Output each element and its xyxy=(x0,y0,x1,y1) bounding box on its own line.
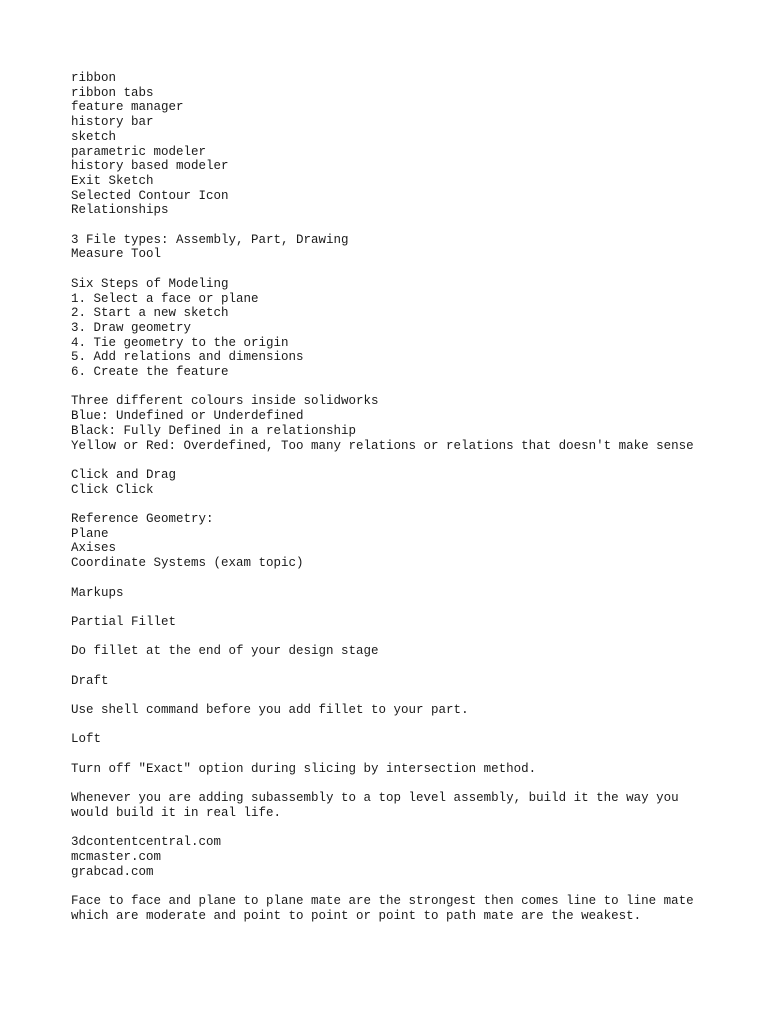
blank-line xyxy=(71,380,751,395)
text-line: 5. Add relations and dimensions xyxy=(71,350,304,365)
paragraph xyxy=(71,233,751,262)
blank-line xyxy=(71,777,751,792)
paragraph xyxy=(71,703,751,718)
text-line: 2. Start a new sketch xyxy=(71,306,229,321)
text-line: parametric modeler xyxy=(71,144,207,159)
text-line: Yellow or Red: Overdefined, Too many relations or relations that doesn't make sense xyxy=(71,438,694,453)
text-line: Relationships xyxy=(71,203,169,218)
text-line: Loft xyxy=(71,732,102,747)
text-line: Click Click xyxy=(71,482,154,497)
text-line: sketch xyxy=(71,129,117,144)
blank-line xyxy=(71,718,751,733)
paragraph xyxy=(71,586,751,601)
blank-line xyxy=(71,600,751,615)
text-line: Axises xyxy=(71,541,117,556)
text-line: Selected Contour Icon xyxy=(71,188,229,203)
paragraph xyxy=(71,791,751,820)
paragraph xyxy=(71,394,751,453)
paragraph xyxy=(71,71,751,218)
paragraph xyxy=(71,674,751,689)
document-body xyxy=(71,71,751,924)
text-line: 3. Draw geometry xyxy=(71,320,192,335)
blank-line xyxy=(71,821,751,836)
text-line: 3dcontentcentral.com xyxy=(71,835,222,850)
blank-line xyxy=(71,630,751,645)
text-line: Black: Fully Defined in a relationship xyxy=(71,423,357,438)
paragraph xyxy=(71,835,751,879)
text-line: Reference Geometry: xyxy=(71,512,214,527)
text-line: ribbon tabs xyxy=(71,85,154,100)
text-line: Turn off "Exact" option during slicing by intersection method. xyxy=(71,761,537,776)
text-line: Markups xyxy=(71,585,124,600)
paragraph xyxy=(71,644,751,659)
paragraph xyxy=(71,894,751,923)
text-line: grabcad.com xyxy=(71,864,154,879)
text-line: Six Steps of Modeling xyxy=(71,276,229,291)
text-line: Draft xyxy=(71,673,109,688)
blank-line xyxy=(71,218,751,233)
blank-line xyxy=(71,497,751,512)
paragraph xyxy=(71,615,751,630)
text-line: 6. Create the feature xyxy=(71,365,229,380)
paragraph xyxy=(71,732,751,747)
blank-line xyxy=(71,747,751,762)
blank-line xyxy=(71,879,751,894)
blank-line xyxy=(71,688,751,703)
paragraph xyxy=(71,277,751,380)
text-line: Whenever you are adding subassembly to a top level assembly, build it the way you xyxy=(71,791,679,806)
text-line: Face to face and plane to plane mate are the strongest then comes line to line mate xyxy=(71,894,694,909)
text-line: Exit Sketch xyxy=(71,173,154,188)
paragraph xyxy=(71,468,751,497)
text-line: which are moderate and point to point or point to path mate are the weakest. xyxy=(71,908,642,923)
blank-line xyxy=(71,453,751,468)
text-line: 3 File types: Assembly, Part, Drawing xyxy=(71,232,349,247)
text-line: Partial Fillet xyxy=(71,614,177,629)
text-line: history based modeler xyxy=(71,159,229,174)
text-line: ribbon xyxy=(71,71,117,85)
text-line: Do fillet at the end of your design stage xyxy=(71,644,379,659)
paragraph xyxy=(71,762,751,777)
text-line: Plane xyxy=(71,526,109,541)
text-line: would build it in real life. xyxy=(71,805,282,820)
text-line: 4. Tie geometry to the origin xyxy=(71,335,289,350)
blank-line xyxy=(71,659,751,674)
paragraph xyxy=(71,512,751,571)
text-line: Click and Drag xyxy=(71,467,177,482)
text-line: Three different colours inside solidworks xyxy=(71,394,379,409)
blank-line xyxy=(71,571,751,586)
text-line: feature manager xyxy=(71,100,184,115)
text-line: Use shell command before you add fillet to your part. xyxy=(71,703,469,718)
text-line: history bar xyxy=(71,115,154,130)
text-line: Blue: Undefined or Underdefined xyxy=(71,409,304,424)
text-line: Measure Tool xyxy=(71,247,162,262)
text-line: Coordinate Systems (exam topic) xyxy=(71,556,304,571)
blank-line xyxy=(71,262,751,277)
text-line: mcmaster.com xyxy=(71,850,162,865)
text-line: 1. Select a face or plane xyxy=(71,291,259,306)
